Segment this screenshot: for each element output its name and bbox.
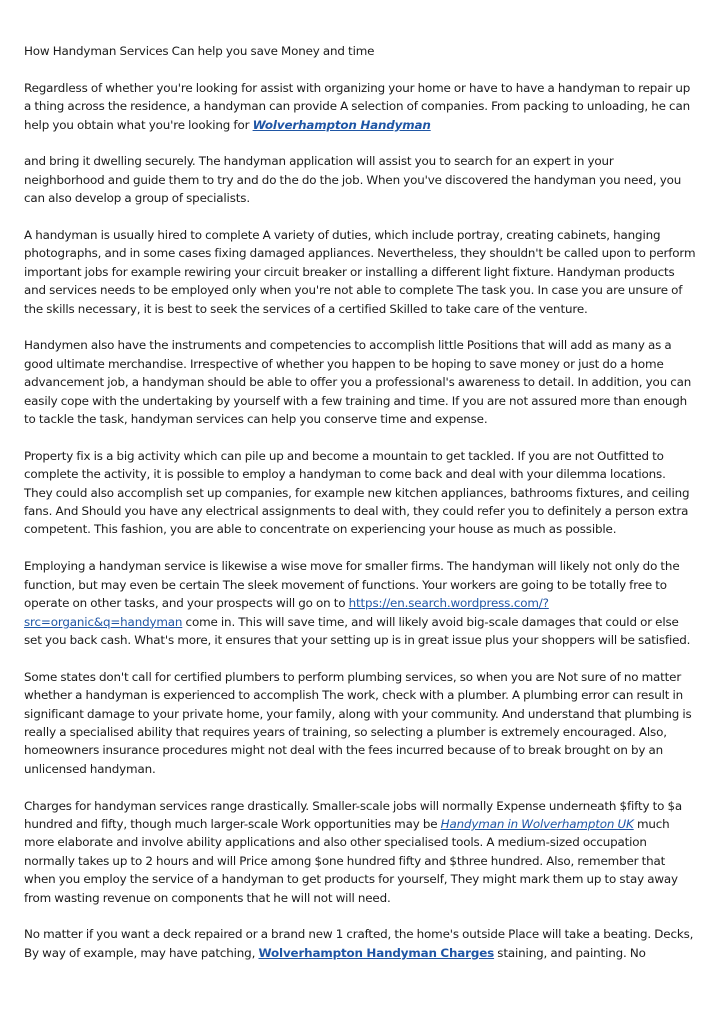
paragraph-6-text-after: come in. This will save time, and will likely avoid big-scale damages that could or else set you back cash. What's more, it ensures that your setting up is in great issue plus your shoppers will be satisfied. (24, 614, 691, 647)
wordpress-search-link[interactable]: https://en.search.wordpress.com/?src=organic&q=handyman (24, 596, 549, 629)
paragraph-9-text-before: No matter if you want a deck repaired or a brand new 1 crafted, the home's outside Place will take a beating. Decks, By way of example, may have patching, (24, 927, 694, 960)
paragraph-8-text-after: much more elaborate and involve ability applications and also other specialised tools. A medium-sized occupation normally takes up to 2 hours and will Price among $one hundred fifty and $three hundred. Also, remember that when you employ the service of a handyman to get products for yourself, They might mark them up to stay away from wasting revenue on components that he will not will need. (24, 816, 678, 905)
wolverhampton-handyman-link[interactable]: Wolverhampton Handyman (252, 117, 431, 132)
handyman-in-wolverhampton-uk-link[interactable]: Handyman in Wolverhampton UK (440, 816, 634, 831)
paragraph-9-text-after: staining, and painting. No (494, 945, 646, 960)
paragraph-7: Some states don't call for certified plumbers to perform plumbing services, so when you are Not sure of no matter whether a handyman is experienced to accomplish The work, check with a plumber. A plumbing error can result in significant damage to your private home, your family, along with your community. And understand that plumbing is really a specialised ability that requires years of training, so selecting a plumber is extremely encouraged. Also, homeowners insurance procedures might not deal with the fees incurred because of to break brought on by an unlicensed handyman. (24, 669, 692, 776)
paragraph-8 (24, 797, 696, 907)
wolverhampton-handyman-charges-link[interactable]: Wolverhampton Handyman Charges (258, 945, 495, 960)
paragraph-2: and bring it dwelling securely. The handyman application will assist you to search for an expert in your neighborhood and guide them to try and do the do the job. When you've discovered the handyman you need, you can also develop a group of specialists. (24, 154, 682, 206)
document-title: How Handyman Services Can help you save Money and time (24, 44, 375, 58)
paragraph-6-text-before: Employing a handyman service is likewise a wise move for smaller firms. The handyman will likely not only do the function, but may even be certain The sleek movement of functions. Your workers are going to be totally free to operate on other tasks, and your prospects will go on to (24, 559, 680, 611)
paragraph-8-text-before: Charges for handyman services range drastically. Smaller-scale jobs will normally Expense underneath $fifty to $a hundred and fifty, though much larger-scale Work opportunities may be (24, 798, 683, 831)
paragraph-1 (24, 79, 696, 134)
paragraph-1-text: Regardless of whether you're looking for assist with organizing your home or have to have a handyman to repair up a thing across the residence, a handyman can provide A selection of companies. From packing to unloading, he can help you obtain what you're looking for (24, 80, 691, 132)
paragraph-4: Handymen also have the instruments and competencies to accomplish little Positions that will add as many as a good ultimate merchandise. Irrespective of whether you happen to be hoping to save money or just do a home advancement job, a handyman should be able to offer you a professional's awareness to detail. In addition, you can easily cope with the undertaking by yourself with a few training and time. If you are not assured more than enough to tackle the task, handyman services can help you conserve time and expense. (24, 338, 692, 427)
paragraph-9 (24, 925, 696, 962)
paragraph-6 (24, 557, 696, 649)
paragraph-3: A handyman is usually hired to complete A variety of duties, which include portray, creating cabinets, hanging photographs, and in some cases fixing damaged appliances. Nevertheless, they shouldn't be called upon to perform important jobs for example rewiring your circuit breaker or installing a different light fixture. Handyman products and services needs to be employed only when you're not able to complete The task you. In case you are unsure of the skills necessary, it is best to seek the services of a certified Skilled to take care of the venture. (24, 228, 696, 316)
paragraph-5: Property fix is a big activity which can pile up and become a mountain to get tackled. If you are not Outfitted to complete the activity, it is possible to employ a handyman to come back and deal with your dilemma locations. They could also accomplish set up companies, for example new kitchen appliances, bathrooms fixtures, and ceiling fans. And Should you have any electrical assignments to deal with, they could refer you to definitely a person extra competent. This fashion, you are able to concentrate on experiencing your house as much as possible. (24, 448, 690, 537)
